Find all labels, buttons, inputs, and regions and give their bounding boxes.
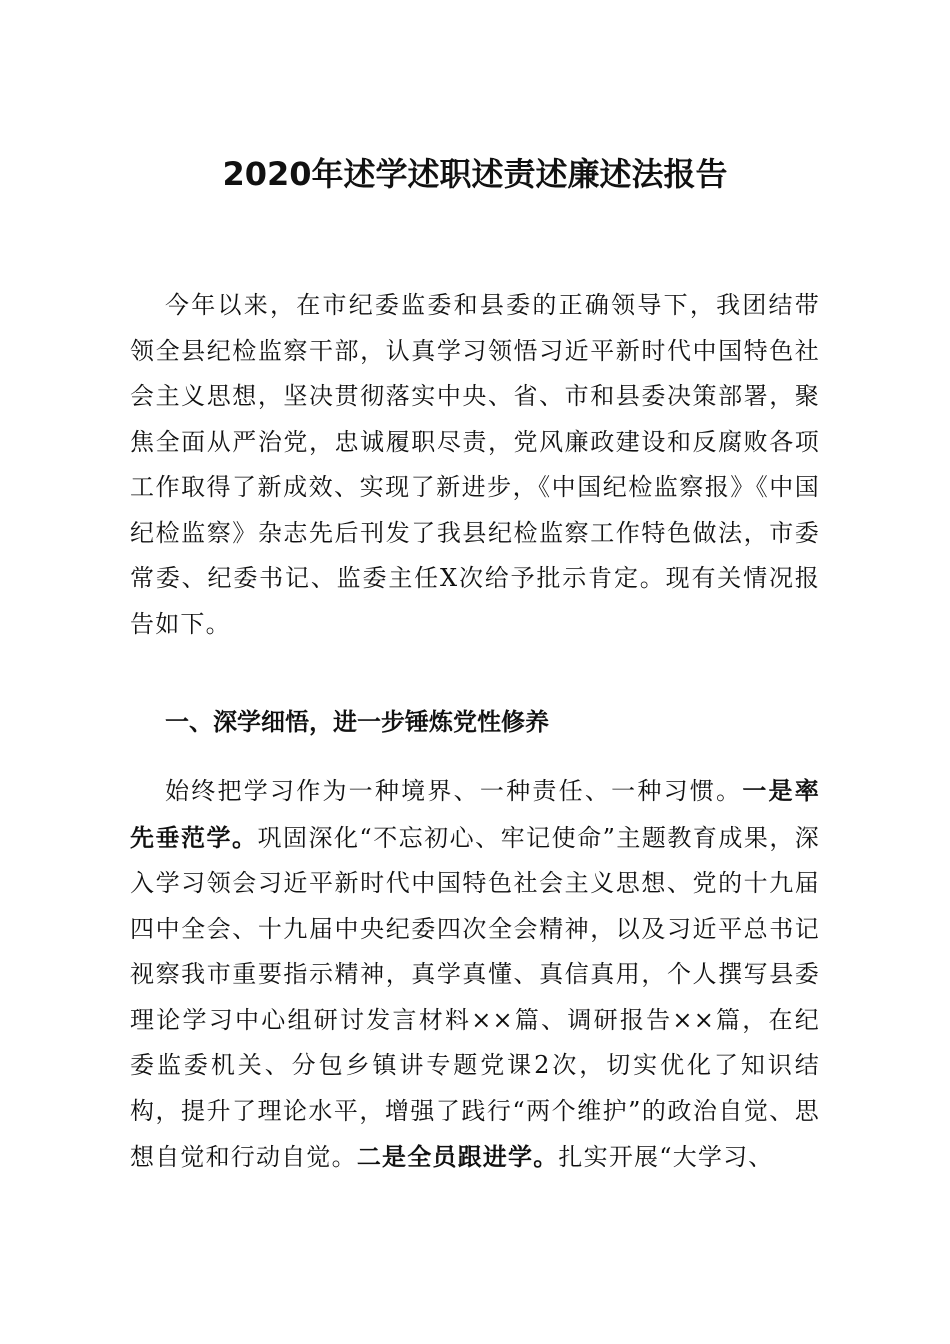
point2-label: 二是全员跟进学。 [356, 1142, 559, 1171]
section1-paragraph [130, 768, 820, 1181]
paragraph-intro-text: 始终把学习作为一种境界、一种责任、一种习惯。 [165, 777, 743, 805]
point1-label: 一是率先垂范学。 [130, 776, 820, 852]
point1-text: 巩固深化“不忘初心、牢记使命”主题教育成果，深入学习领会习近平新时代中国特色社会主义思想、党的十九届四中全会、十九届中央纪委四次全会精神，以及习近平总书记视察我市重要指示精神，真学真懂、真信真用，个人撰写县委理论学习中心组研讨发言材料××篇、调研报告××篇，在纪委监委机关、分包乡镇讲专题党课2次，切实优化了知识结构，提升了理论水平，增强了践行“两个维护”的政治自觉、思想自觉和行动自觉。 [130, 823, 821, 1171]
point2-text: 扎实开展“大学习、 [558, 1143, 774, 1171]
intro-paragraph: 今年以来，在市纪委监委和县委的正确领导下，我团结带领全县纪检监察干部，认真学习领悟习近平新时代中国特色社会主义思想，坚决贯彻落实中央、省、市和县委决策部署，聚焦全面从严治党，忠诚履职尽责，党风廉政建设和反腐败各项工作取得了新成效、实现了新进步，《中国纪检监察报》《中国纪检监察》杂志先后刊发了我县纪检监察工作特色做法，市委常委、纪委书记、监委主任X次给予批示肯定。现有关情况报告如下。 [130, 291, 820, 638]
section-heading-1: 一、深学细悟，进一步锤炼党性修养 [165, 708, 549, 736]
document-title: 2020年述学述职述责述廉述法报告 [222, 155, 728, 193]
